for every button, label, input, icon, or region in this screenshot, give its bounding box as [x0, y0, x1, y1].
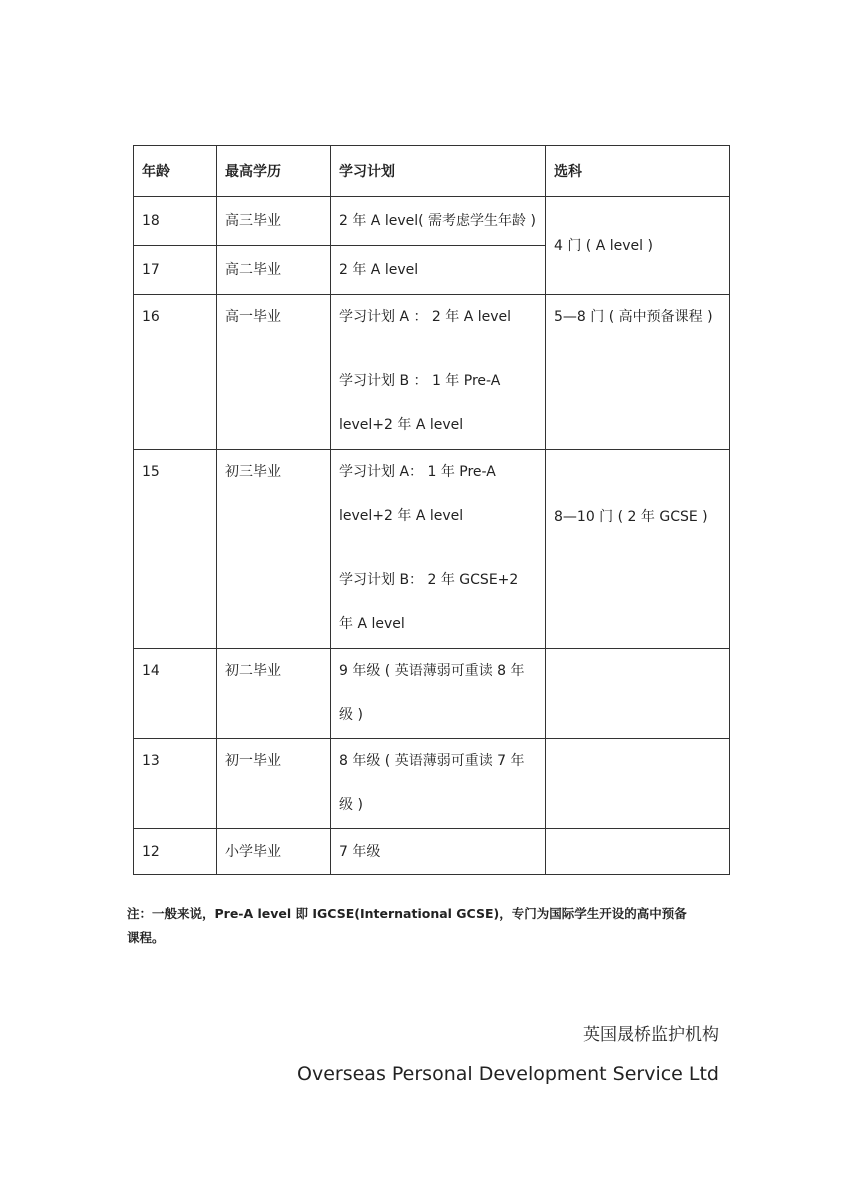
- subject-cell: [546, 829, 730, 875]
- plan-cell: [331, 739, 546, 829]
- plan-b-text: 学习计划 B： 2 年 GCSE+2: [339, 572, 519, 588]
- footnote-line: 课程。: [127, 930, 165, 945]
- plan-text: 9 年级 ( 英语薄弱可重读 8 年: [339, 663, 525, 679]
- education-cell: 初二毕业: [217, 649, 331, 739]
- plan-cell: 2 年 A level( 需考虑学生年龄 ): [331, 197, 546, 246]
- plan-b-text: 学习计划 B ： 1 年 Pre-A: [339, 373, 501, 389]
- plan-a-text: 学习计划 A ： 2 年 A level: [339, 309, 512, 325]
- education-cell: 高一毕业: [217, 295, 331, 450]
- table-header-row: [134, 146, 730, 197]
- table-row: [134, 450, 730, 649]
- table-row: [134, 197, 730, 246]
- education-cell: 高二毕业: [217, 246, 331, 295]
- plan-cell: [331, 450, 546, 649]
- age-cell: 12: [134, 829, 217, 875]
- education-cell: 初三毕业: [217, 450, 331, 649]
- plan-a-text: 学习计划 A： 1 年 Pre-A: [339, 464, 496, 480]
- plan-text-cont: 级 ): [339, 797, 363, 813]
- plan-text: 8 年级 ( 英语薄弱可重读 7 年: [339, 753, 525, 769]
- footnote: [127, 902, 727, 950]
- age-cell: 13: [134, 739, 217, 829]
- plan-a-text-cont: level+2 年 A level: [339, 508, 464, 524]
- education-cell: 初一毕业: [217, 739, 331, 829]
- subject-cell: [546, 739, 730, 829]
- plan-cell: [331, 295, 546, 450]
- subject-text: 8—10 门 ( 2 年 GCSE ): [554, 509, 708, 525]
- plan-cell: 7 年级: [331, 829, 546, 875]
- age-cell: 15: [134, 450, 217, 649]
- subject-cell: 4 门 ( A level ): [546, 197, 730, 295]
- table-row: [134, 739, 730, 829]
- header-subjects: 选科: [546, 146, 730, 197]
- subject-cell: [546, 295, 730, 450]
- education-cell: 高三毕业: [217, 197, 331, 246]
- header-age: 年龄: [134, 146, 217, 197]
- organization-name-cn: 英国晟桥监护机构: [583, 1025, 719, 1045]
- header-study-plan: 学习计划: [331, 146, 546, 197]
- plan-b-text-cont: 年 A level: [339, 616, 405, 632]
- table-row: [134, 649, 730, 739]
- plan-cell: [331, 649, 546, 739]
- age-cell: 14: [134, 649, 217, 739]
- organization-name-en: Overseas Personal Development Service Ltd: [297, 1063, 719, 1085]
- subject-cell: [546, 450, 730, 649]
- education-plan-table: [133, 145, 730, 875]
- education-cell: 小学毕业: [217, 829, 331, 875]
- age-cell: 17: [134, 246, 217, 295]
- age-cell: 18: [134, 197, 217, 246]
- table-row: [134, 829, 730, 875]
- plan-b-text-cont: level+2 年 A level: [339, 417, 464, 433]
- footnote-line: 注：一般来说，Pre-A level 即 IGCSE(International GCSE)，专门为国际学生开设的高中预备: [127, 906, 687, 921]
- subject-text: 5—8 门 ( 高中预备课程 ): [554, 309, 713, 325]
- plan-text-cont: 级 ): [339, 707, 363, 723]
- subject-cell: [546, 649, 730, 739]
- header-education: 最高学历: [217, 146, 331, 197]
- age-cell: 16: [134, 295, 217, 450]
- plan-cell: 2 年 A level: [331, 246, 546, 295]
- table-row: [134, 295, 730, 450]
